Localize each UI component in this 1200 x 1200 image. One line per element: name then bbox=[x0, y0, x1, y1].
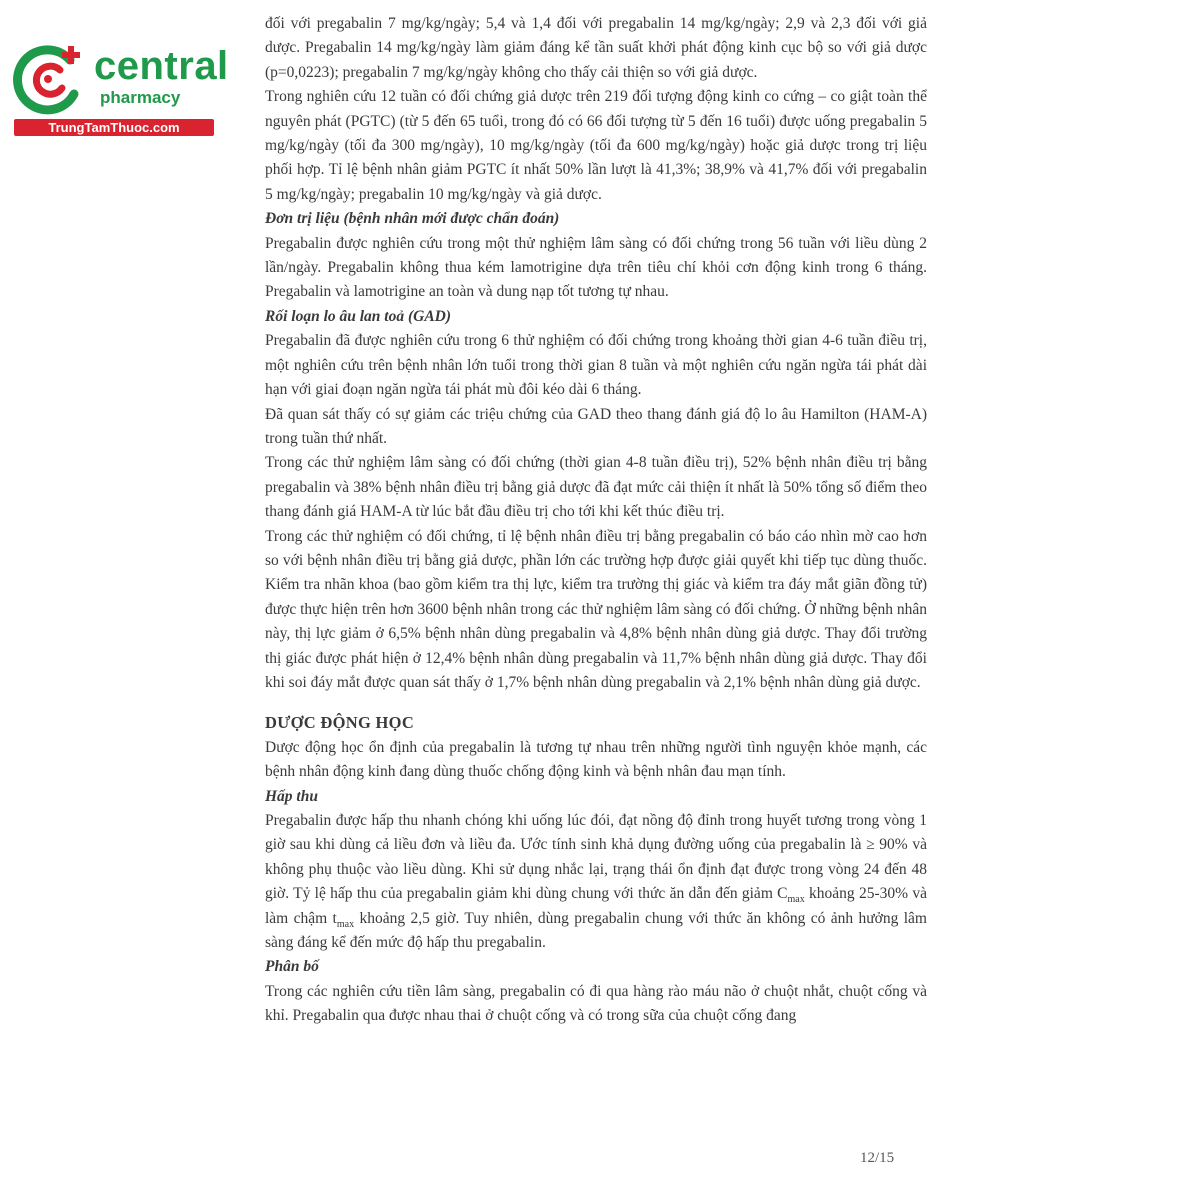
paragraph: Trong các thử nghiệm có đối chứng, tỉ lệ bệnh nhân điều trị bằng pregabalin có báo cáo nhìn mờ cao hơn so với bệnh nhân điều trị bằng giả dược, phần lớn các trường hợp được giải quyết khi tiếp tục dùng thuốc. Kiểm tra nhãn khoa (bao gồm kiểm tra thị lực, kiểm tra trường thị giác và kiểm tra đáy mắt giãn đồng tử) được thực hiện trên hơn 3600 bệnh nhân trong các thử nghiệm lâm sàng có đối chứng. Ở những bệnh nhân này, thị lực giảm ở 6,5% bệnh nhân dùng pregabalin và 4,8% bệnh nhân dùng giả dược. Thay đổi trường thị giác được phát hiện ở 12,4% bệnh nhân dùng pregabalin và 11,7% bệnh nhân dùng giả dược. Thay đổi khi soi đáy mắt được quan sát thấy ở 1,7% bệnh nhân dùng pregabalin và 2,1% bệnh nhân dùng giả dược. bbox=[265, 527, 927, 691]
subheading: Rối loạn lo âu lan toả (GAD) bbox=[265, 307, 452, 325]
subscript: max bbox=[336, 918, 355, 930]
section-heading: DƯỢC ĐỘNG HỌC bbox=[265, 713, 415, 733]
subheading: Đơn trị liệu (bệnh nhân mới được chẩn đoán) bbox=[265, 210, 560, 228]
text-run: khoảng 25-30% và làm chậm t bbox=[265, 885, 927, 927]
text-run: khoảng 2,5 giờ. Tuy nhiên, dùng pregabalin chung với thức ăn không có ảnh hưởng lâm sàng đáng kể đến mức độ hấp thu pregabalin. bbox=[265, 909, 927, 952]
subheading: Phân bố bbox=[265, 958, 319, 976]
pharmacy-logo[interactable] bbox=[8, 30, 229, 140]
document-page bbox=[265, 12, 927, 1029]
page-number: 12/15 bbox=[860, 1150, 895, 1166]
text-run: Pregabalin được hấp thu nhanh chóng khi uống lúc đói, đạt nồng độ đỉnh trong huyết tương trong vòng 1 giờ sau khi dùng cả liều đơn và liều đa. Ước tính sinh khả dụng đường uống của pregabalin là ≥ 90% và không phụ thuộc vào liều dùng. Khi sử dụng nhắc lại, trạng thái ổn định đạt được trong vòng 24 đến 48 giờ. Tỷ lệ hấp thu của pregabalin giảm khi dùng chung với thức ăn dẫn đến giảm C bbox=[265, 812, 927, 903]
paragraph: Pregabalin được nghiên cứu trong một thử nghiệm lâm sàng có đối chứng trong 56 tuần với liều dùng 2 lần/ngày. Pregabalin không thua kém lamotrigine dựa trên tiêu chí khỏi cơn động kinh trong 6 tháng. Pregabalin và lamotrigine an toàn và dung nạp tốt tương tự nhau. bbox=[265, 234, 927, 301]
paragraph: Trong nghiên cứu 12 tuần có đối chứng giả dược trên 219 đối tượng động kinh co cứng – co giật toàn thể nguyên phát (PGTC) (từ 5 đến 65 tuổi, trong đó có 66 đối tượng từ 5 đến 16 tuổi) được uống pregabalin 5 mg/kg/ngày (tối đa 300 mg/ngày), 10 mg/kg/ngày (tối đa 600 mg/kg/ngày) hoặc giả dược trong trị liệu phối hợp. Tỉ lệ bệnh nhân giảm PGTC ít nhất 50% lần lượt là 41,3%; 38,9% và 41,7% đối với pregabalin 5 mg/kg/ngày; pregabalin 10 mg/kg/ngày và giả dược. bbox=[265, 88, 927, 203]
logo-name: central bbox=[94, 44, 229, 88]
logo-banner[interactable]: TrungTamThuoc.com bbox=[14, 119, 214, 136]
paragraph: Trong các nghiên cứu tiền lâm sàng, pregabalin có đi qua hàng rào máu não ở chuột nhắt, chuột cống và khỉ. Pregabalin qua được nhau thai ở chuột cống và có trong sữa của chuột cống đang bbox=[265, 982, 927, 1025]
paragraph: đối với pregabalin 7 mg/kg/ngày; 5,4 và 1,4 đối với pregabalin 14 mg/kg/ngày; 2,9 và 2,3 đối với giả dược. Pregabalin 14 mg/kg/ngày làm giảm đáng kể tần suất khởi phát động kinh cục bộ so với giả dược (p=0,0223); pregabalin 7 mg/kg/ngày không cho thấy cải thiện so với giả dược. bbox=[265, 15, 927, 81]
paragraph: Pregabalin đã được nghiên cứu trong 6 thử nghiệm có đối chứng trong khoảng thời gian 4-6 tuần điều trị, một nghiên cứu trên bệnh nhân lớn tuổi trong thời gian 8 tuần và một nghiên cứu ngăn ngừa tái phát dài hạn với giai đoạn ngăn ngừa tái phát mù đôi kéo dài 6 tháng. bbox=[265, 332, 927, 399]
logo-subtitle: pharmacy bbox=[100, 88, 181, 107]
paragraph: Trong các thử nghiệm lâm sàng có đối chứng (thời gian 4-8 tuần điều trị), 52% bệnh nhân điều trị bằng pregabalin và 38% bệnh nhân điều trị bằng giả dược đã đạt mức cải thiện ít nhất là 50% tổng số điểm theo thang đánh giá HAM-A từ lúc bắt đầu điều trị cho tới khi kết thúc điều trị. bbox=[265, 454, 927, 521]
central-logo-icon bbox=[8, 38, 90, 120]
paragraph-absorption bbox=[265, 809, 927, 955]
subscript: max bbox=[787, 894, 805, 906]
paragraph: Đã quan sát thấy có sự giảm các triệu chứng của GAD theo thang đánh giá độ lo âu Hamilton (HAM-A) trong tuần thứ nhất. bbox=[265, 405, 927, 447]
paragraph: Dược động học ổn định của pregabalin là tương tự nhau trên những người tình nguyện khỏe mạnh, các bệnh nhân động kinh đang dùng thuốc chống động kinh và bệnh nhân đau mạn tính. bbox=[265, 738, 927, 781]
subheading: Hấp thu bbox=[265, 787, 318, 805]
